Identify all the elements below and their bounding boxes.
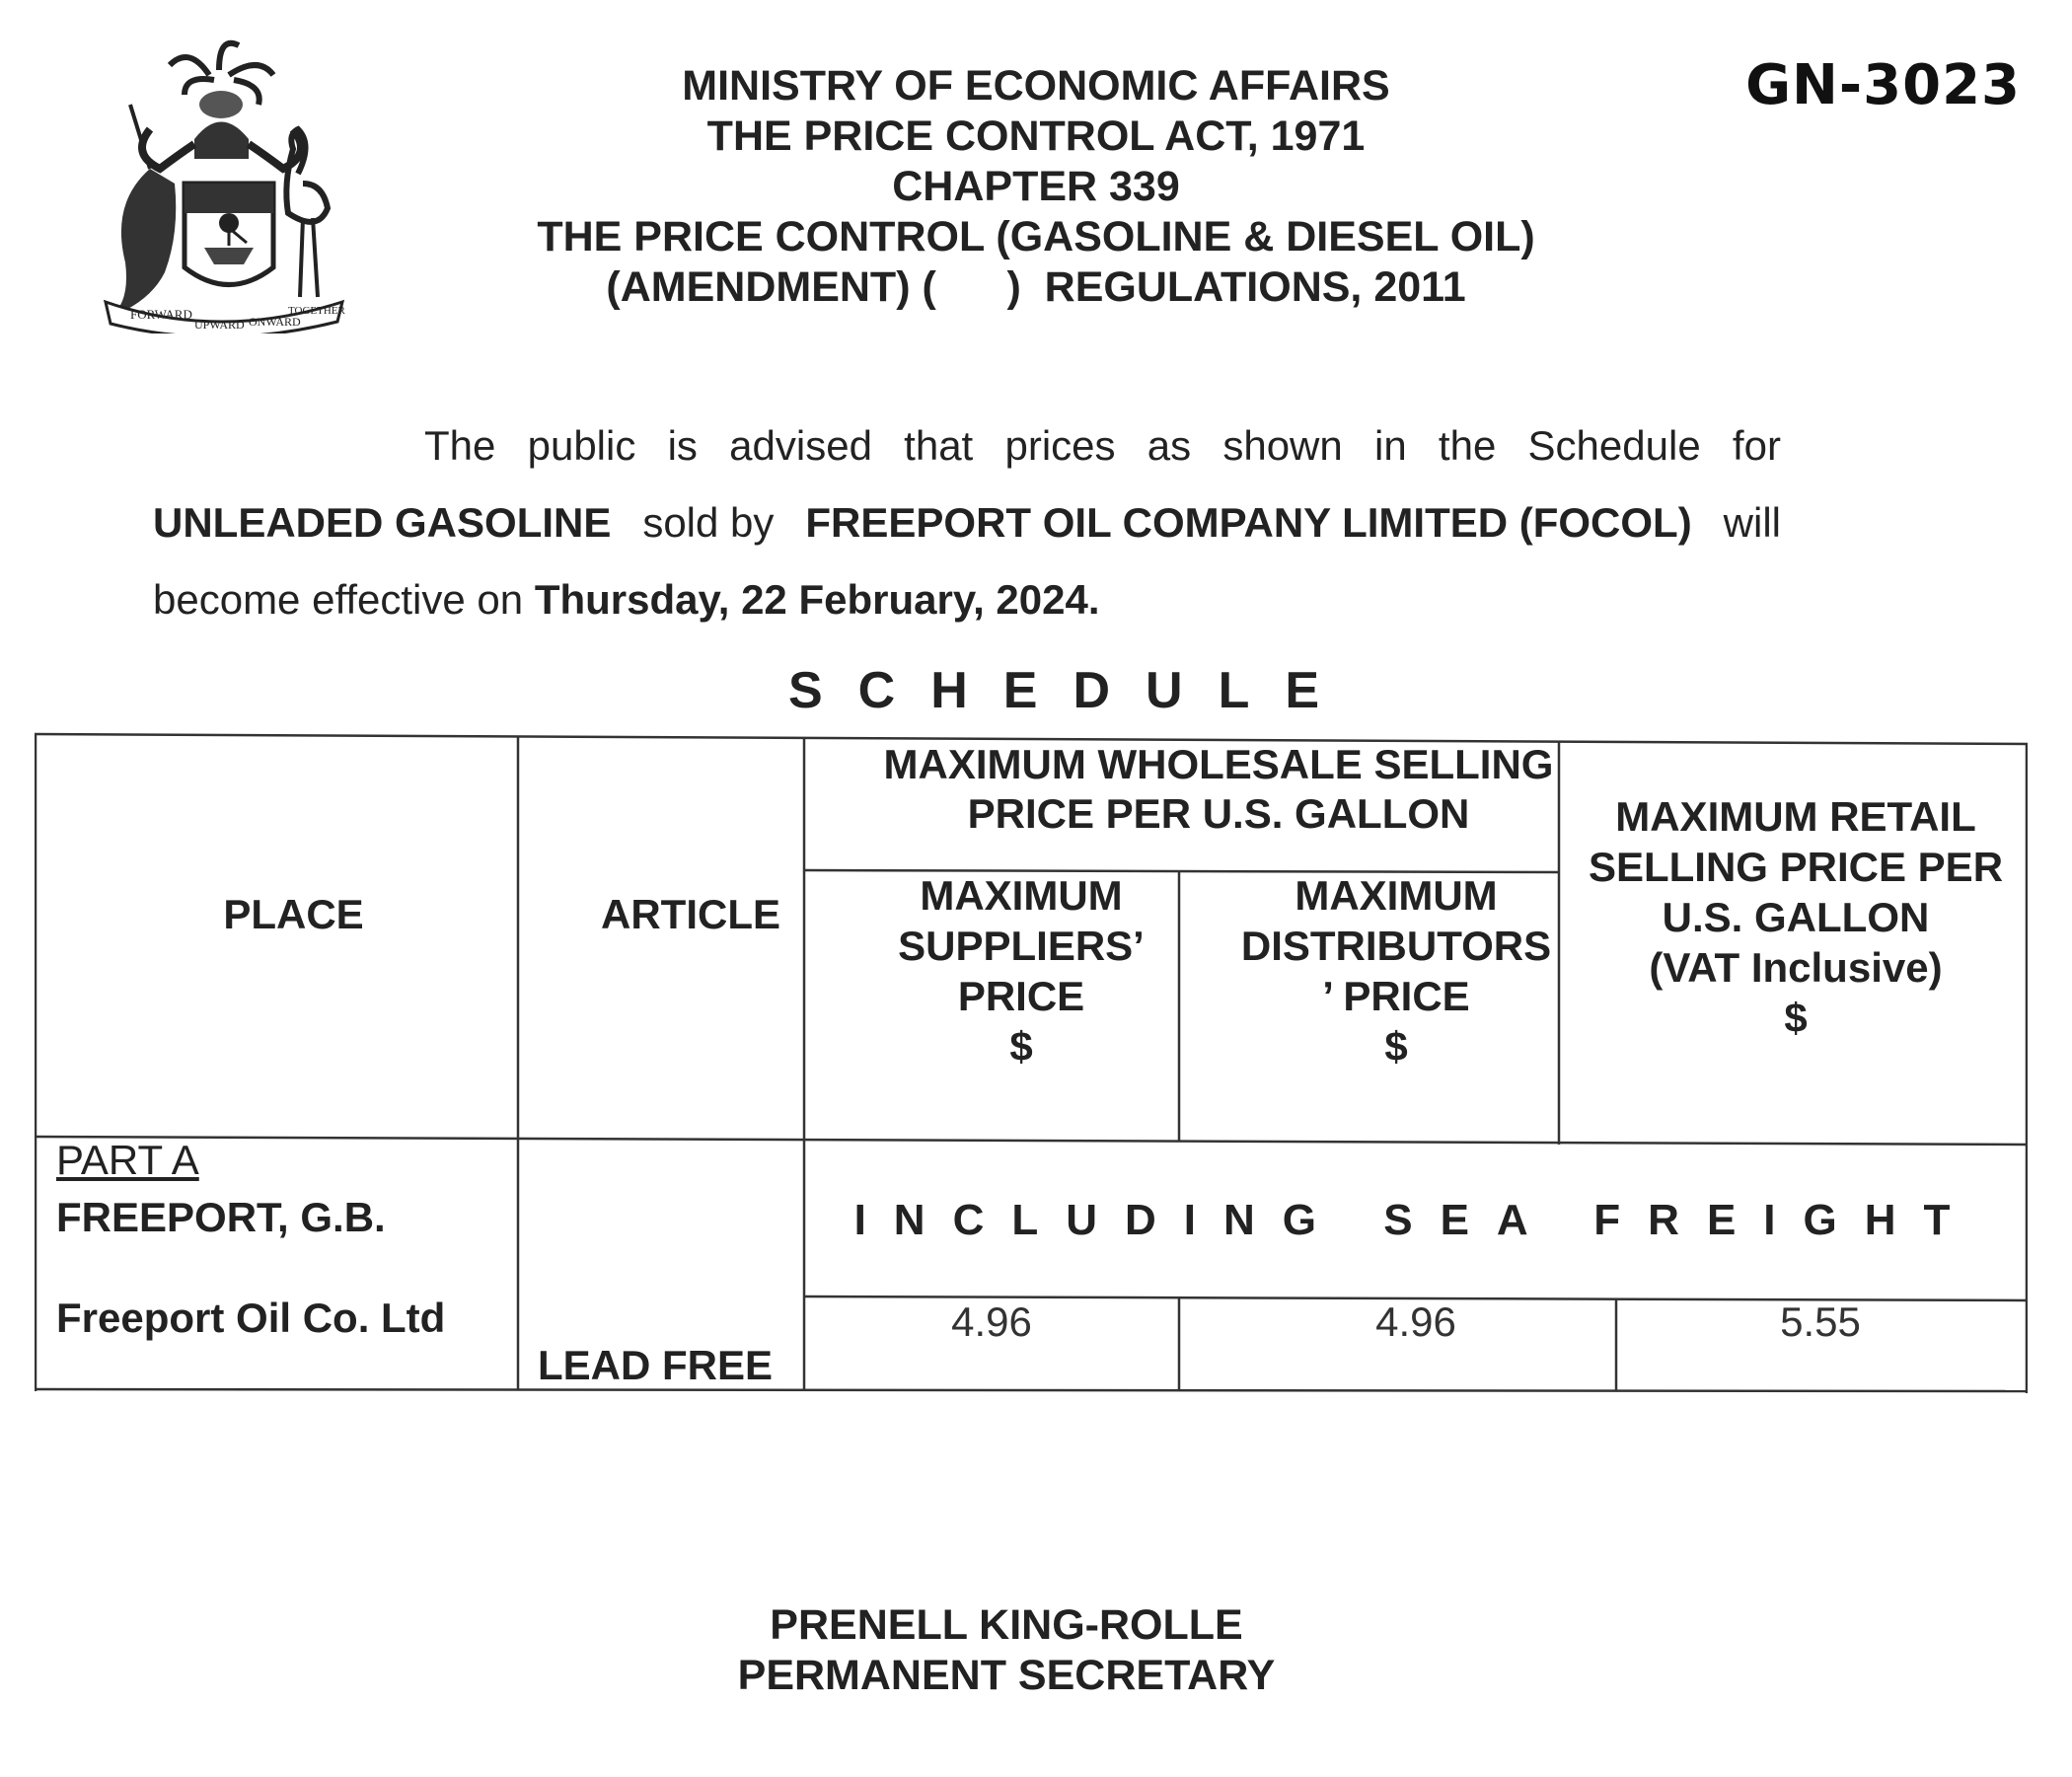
signatory-title: PERMANENT SECRETARY — [737, 1652, 1276, 1699]
schedule-title: SCHEDULE — [787, 662, 1356, 719]
crest-motto-upward: UPWARD — [194, 318, 245, 332]
part-label: PART A — [56, 1137, 199, 1183]
notice-word: is — [667, 422, 698, 469]
header-line: U.S. GALLON — [1662, 894, 1930, 940]
notice-word: that — [904, 422, 974, 469]
notice-line-3 — [153, 576, 1781, 653]
heading-amendment: (AMENDMENT) ( ) REGULATIONS, 2011 — [606, 263, 1466, 311]
header-line: SUPPLIERS’ — [898, 923, 1145, 969]
notice-number: GN-3023 — [1745, 53, 2021, 117]
notice-word: public — [527, 422, 636, 469]
suppliers-price-value: 4.96 — [951, 1298, 1032, 1345]
notice-word: shown — [1222, 422, 1343, 469]
retail-price-value: 5.55 — [1780, 1298, 1861, 1345]
notice-word: in — [1373, 422, 1407, 469]
signatory-name: PRENELL KING-ROLLE — [770, 1601, 1243, 1649]
header-line: DISTRIBUTORS — [1240, 923, 1552, 969]
coat-of-arms-emblem — [91, 36, 352, 333]
header-line: $ — [1384, 1023, 1408, 1070]
header-line: (VAT Inclusive) — [1649, 944, 1943, 991]
crest-motto-forward: FORWARD — [130, 307, 192, 322]
heading-ministry: MINISTRY OF ECONOMIC AFFAIRS — [682, 62, 1390, 110]
crest-motto-together: TOGETHER — [288, 305, 345, 317]
distributors-price-value: 4.96 — [1375, 1298, 1456, 1345]
header-line: PRICE PER U.S. GALLON — [967, 790, 1470, 837]
header-distributors-price — [1179, 870, 1613, 1072]
notice-word: The — [424, 422, 496, 469]
header-place: PLACE — [223, 891, 364, 937]
notice-word: the — [1438, 422, 1497, 469]
notice-product: UNLEADED GASOLINE — [153, 499, 612, 546]
notice-effective-date: Thursday, 22 February, 2024. — [534, 576, 1100, 623]
header-suppliers-price — [804, 870, 1238, 1072]
notice-word: advised — [729, 422, 872, 469]
article-value: LEAD FREE — [538, 1342, 774, 1388]
header-line: MAXIMUM WHOLESALE SELLING — [883, 741, 1554, 787]
heading-chapter: CHAPTER 339 — [892, 163, 1180, 210]
header-line: ’ PRICE — [1322, 973, 1470, 1019]
notice-word: prices — [1004, 422, 1116, 469]
notice-text: will — [1723, 499, 1781, 546]
notice-line-2 — [153, 499, 1781, 576]
schedule-table — [35, 732, 2028, 1393]
signature-block — [0, 1600, 2013, 1701]
header-line: SELLING PRICE PER — [1588, 844, 2004, 890]
crest-motto-onward: ONWARD — [249, 315, 301, 329]
header-wholesale-price — [804, 740, 1633, 839]
header-article: ARTICLE — [601, 891, 780, 937]
header-retail-price — [1564, 791, 2028, 1043]
notice-word: for — [1732, 422, 1781, 469]
header-line: MAXIMUM — [920, 872, 1123, 919]
notice-text: sold by — [642, 499, 775, 546]
notice-word: as — [1147, 422, 1192, 469]
header-line: MAXIMUM — [1295, 872, 1498, 919]
public-notice-paragraph — [153, 422, 1781, 653]
notice-text: become effective on — [153, 576, 524, 623]
company-value: Freeport Oil Co. Ltd — [56, 1295, 446, 1341]
place-value: FREEPORT, G.B. — [56, 1194, 386, 1240]
freight-note: INCLUDING SEA FREIGHT — [853, 1196, 1978, 1244]
header-line: $ — [1784, 995, 1808, 1041]
document-heading — [424, 61, 1648, 313]
notice-company: FREEPORT OIL COMPANY LIMITED (FOCOL) — [805, 499, 1692, 546]
heading-act: THE PRICE CONTROL ACT, 1971 — [706, 112, 1366, 160]
notice-line-1 — [153, 422, 1781, 499]
header-line: $ — [1009, 1023, 1033, 1070]
header-line: PRICE — [957, 973, 1085, 1019]
heading-regulation: THE PRICE CONTROL (GASOLINE & DIESEL OIL) — [537, 213, 1535, 260]
header-line: MAXIMUM RETAIL — [1615, 793, 1976, 840]
notice-word: Schedule — [1527, 422, 1701, 469]
